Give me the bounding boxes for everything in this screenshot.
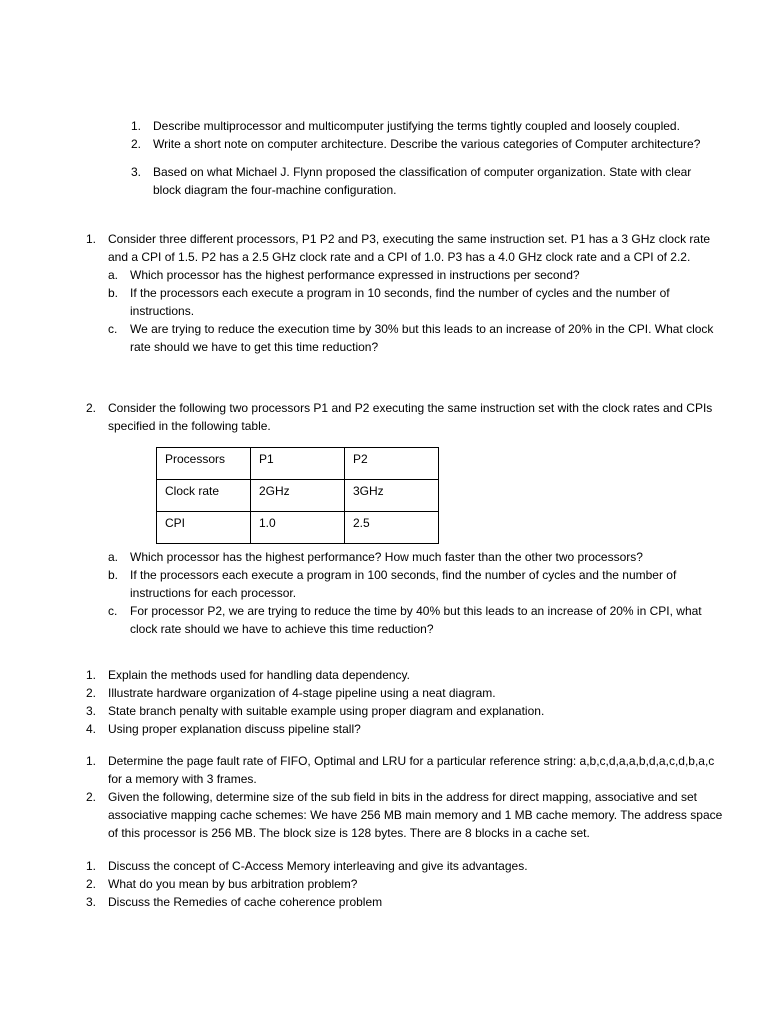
sub-item	[108, 602, 716, 638]
sub-question-list	[108, 266, 716, 356]
sub-item-text: If the processors each execute a program in 10 seconds, find the number of cycles and the number of instructions.	[130, 286, 670, 318]
question-list-memory	[86, 752, 726, 842]
sub-item-text: We are trying to reduce the execution time by 30% but this leads to an increase of 20% in the CPI. What clock rate should we have to get this time reduction?	[130, 322, 714, 354]
sub-item	[108, 266, 716, 284]
question-list-performance-1	[86, 230, 716, 356]
item-text: What do you mean by bus arbitration problem?	[108, 877, 358, 891]
list-item	[86, 720, 726, 738]
item-number: 1.	[131, 119, 142, 133]
list-item	[86, 399, 716, 638]
item-number: 3.	[86, 704, 97, 718]
item-number: 2.	[86, 790, 97, 804]
item-number: 3.	[131, 165, 142, 179]
item-text: Discuss the Remedies of cache coherence problem	[108, 895, 383, 909]
processor-table	[156, 447, 439, 544]
item-number: 4.	[86, 722, 97, 736]
sub-item	[108, 566, 716, 602]
list-item	[131, 117, 721, 135]
item-number: 1.	[86, 859, 97, 873]
sub-item-letter: b.	[108, 286, 119, 300]
item-number: 3.	[86, 895, 97, 909]
question-list-interleaving	[86, 857, 726, 911]
item-number: 2.	[86, 686, 97, 700]
item-text: Using proper explanation discuss pipeline stall?	[108, 722, 361, 736]
list-item	[86, 752, 726, 788]
table-cell: P2	[345, 448, 439, 480]
sub-item-letter: a.	[108, 268, 119, 282]
list-item	[131, 163, 721, 199]
sub-question-list	[108, 548, 716, 638]
question-list-pipeline	[86, 666, 726, 738]
item-text: Explain the methods used for handling data dependency.	[108, 668, 410, 682]
table-row	[157, 480, 439, 512]
list-item	[86, 684, 726, 702]
sub-item-letter: a.	[108, 550, 119, 564]
item-text: Determine the page fault rate of FIFO, Optimal and LRU for a particular reference string: a,b,c,d,a,a,b,d,a,c,d,b,a,c for a memory with 3 frames.	[108, 754, 715, 786]
question-list-architecture	[131, 117, 721, 199]
table-cell: 2.5	[345, 512, 439, 544]
sub-item-letter: c.	[108, 322, 118, 336]
list-item	[131, 135, 721, 153]
sub-item	[108, 548, 716, 566]
sub-item-letter: c.	[108, 604, 118, 618]
item-text: Illustrate hardware organization of 4-stage pipeline using a neat diagram.	[108, 686, 496, 700]
item-text: State branch penalty with suitable example using proper diagram and explanation.	[108, 704, 545, 718]
table-row	[157, 448, 439, 480]
sub-item	[108, 320, 716, 356]
item-text: Discuss the concept of C-Access Memory interleaving and give its advantages.	[108, 859, 528, 873]
table-cell: CPI	[157, 512, 251, 544]
item-text: Describe multiprocessor and multicomputer justifying the terms tightly coupled and loosely coupled.	[153, 119, 680, 133]
table-cell: P1	[251, 448, 345, 480]
item-number: 1.	[86, 232, 97, 246]
item-text: Consider three different processors, P1 P2 and P3, executing the same instruction set. P1 has a 3 GHz clock rate and a CPI of 1.5. P2 has a 2.5 GHz clock rate and a CPI of 1.0. P3 has a 4.0 GHz clock rate and a CPI of 2.2.	[108, 232, 711, 264]
list-item	[86, 788, 726, 842]
list-item	[86, 857, 726, 875]
table-row	[157, 512, 439, 544]
sub-item-text: Which processor has the highest performance expressed in instructions per second?	[130, 268, 580, 282]
table-cell: Clock rate	[157, 480, 251, 512]
table-cell: 3GHz	[345, 480, 439, 512]
table-cell: Processors	[157, 448, 251, 480]
list-item	[86, 702, 726, 720]
item-text: Based on what Michael J. Flynn proposed the classification of computer organization. State with clear block diagram the four-machine configuration.	[153, 165, 692, 197]
table-cell: 2GHz	[251, 480, 345, 512]
item-number: 2.	[131, 137, 142, 151]
item-text: Write a short note on computer architecture. Describe the various categories of Computer architecture?	[153, 137, 701, 151]
item-number: 1.	[86, 668, 97, 682]
list-item	[86, 230, 716, 356]
sub-item-text: If the processors each execute a program in 100 seconds, find the number of cycles and the number of instructions for each processor.	[130, 568, 677, 600]
sub-item-text: Which processor has the highest performance? How much faster than the other two processors?	[130, 550, 643, 564]
sub-item-text: For processor P2, we are trying to reduce the time by 40% but this leads to an increase of 20% in CPI, what clock rate should we have to achieve this time reduction?	[130, 604, 702, 636]
list-item	[86, 875, 726, 893]
sub-item-letter: b.	[108, 568, 119, 582]
item-number: 2.	[86, 401, 97, 415]
sub-item	[108, 284, 716, 320]
item-number: 1.	[86, 754, 97, 768]
question-list-performance-2	[86, 399, 716, 638]
list-item	[86, 893, 726, 911]
list-item	[86, 666, 726, 684]
item-text: Given the following, determine size of the sub field in bits in the address for direct mapping, associative and set associative mapping cache schemes: We have 256 MB main memory and 1 MB cache memory. The address space of this processor is 256 MB. The block size is 128 bytes. There are 8 blocks in a cache set.	[108, 790, 723, 840]
item-text: Consider the following two processors P1 and P2 executing the same instruction set with the clock rates and CPIs specified in the following table.	[108, 401, 713, 433]
item-number: 2.	[86, 877, 97, 891]
table-cell: 1.0	[251, 512, 345, 544]
